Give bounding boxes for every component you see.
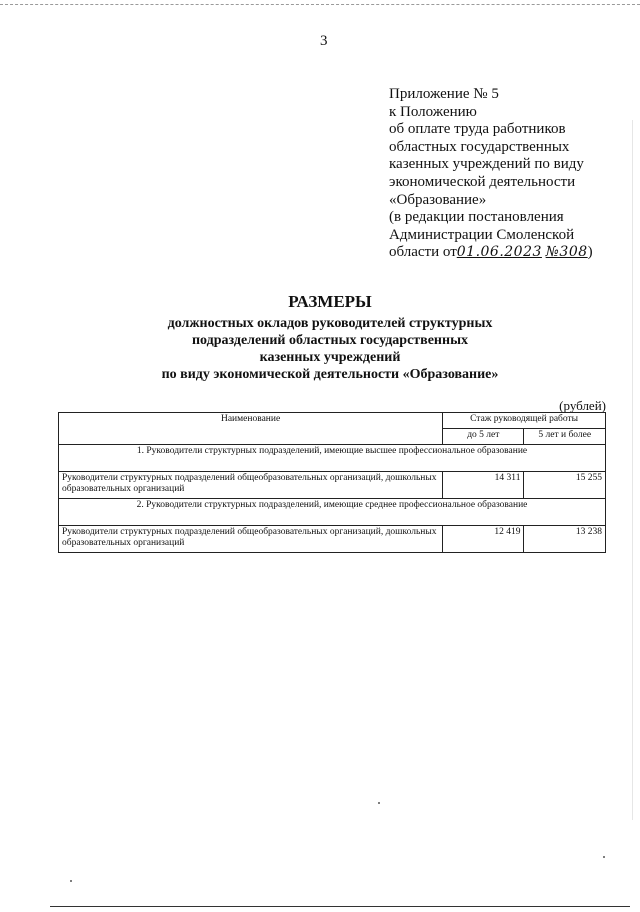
row-name: Руководители структурных подразделений общеобразовательных организаций, дошкольных образовательных организаций [59, 526, 443, 553]
appendix-line: «Образование» [389, 191, 487, 208]
subheader-under-5: до 5 лет [443, 429, 524, 445]
row-value-under-5: 14 311 [443, 472, 524, 499]
scan-top-edge [0, 4, 640, 5]
table-row [59, 526, 606, 553]
title-line: по виду экономической деятельности «Образование» [161, 367, 499, 382]
row-value-5-plus: 15 255 [524, 472, 606, 499]
group-row [59, 445, 606, 472]
scan-right-edge [632, 120, 633, 820]
title-line: должностных окладов руководителей структурных [167, 316, 493, 331]
appendix-line: Приложение № 5 [389, 86, 499, 102]
document-title [100, 292, 560, 383]
title-main: РАЗМЕРЫ [288, 292, 372, 311]
row-value-5-plus: 13 238 [524, 526, 606, 553]
salary-table [58, 412, 606, 553]
closing-paren: ) [587, 244, 593, 261]
title-line: казенных учреждений [259, 350, 401, 365]
handwritten-date: 01.06.2023 [456, 244, 542, 261]
header-stage: Стаж руководящей работы [443, 413, 606, 429]
header-name: Наименование [59, 413, 443, 445]
currency-note: (рублей) [559, 398, 606, 413]
appendix-line: к Положению [389, 103, 477, 120]
scan-speck [70, 880, 72, 882]
appendix-block [389, 86, 619, 262]
group-row [59, 499, 606, 526]
group-title: 2. Руководители структурных подразделений, имеющие среднее профессиональное образование [59, 499, 606, 526]
scan-speck [378, 802, 380, 804]
subheader-5-plus: 5 лет и более [524, 429, 606, 445]
row-value-under-5: 12 419 [443, 526, 524, 553]
appendix-line-prefix: области от [389, 244, 457, 261]
table-header-row [59, 413, 606, 429]
row-name: Руководители структурных подразделений общеобразовательных организаций, дошкольных образовательных организаций [59, 472, 443, 499]
table-row [59, 472, 606, 499]
title-line: подразделений областных государственных [191, 333, 468, 348]
appendix-line: областных государственных [389, 138, 570, 155]
title-subtitle [100, 315, 560, 383]
appendix-date-line [389, 244, 619, 262]
page-number: 3 [320, 33, 328, 49]
handwritten-number: №308 [545, 244, 588, 261]
appendix-line: об оплате труда работников [389, 121, 566, 138]
group-title: 1. Руководители структурных подразделений, имеющие высшее профессиональное образование [59, 445, 606, 472]
appendix-line: казенных учреждений по виду [389, 156, 584, 173]
scan-bottom-edge [50, 906, 630, 907]
appendix-line: Администрации Смоленской [389, 226, 575, 243]
appendix-line: экономической деятельности [389, 173, 576, 190]
appendix-line: (в редакции постановления [389, 209, 564, 226]
scan-speck [603, 856, 605, 858]
